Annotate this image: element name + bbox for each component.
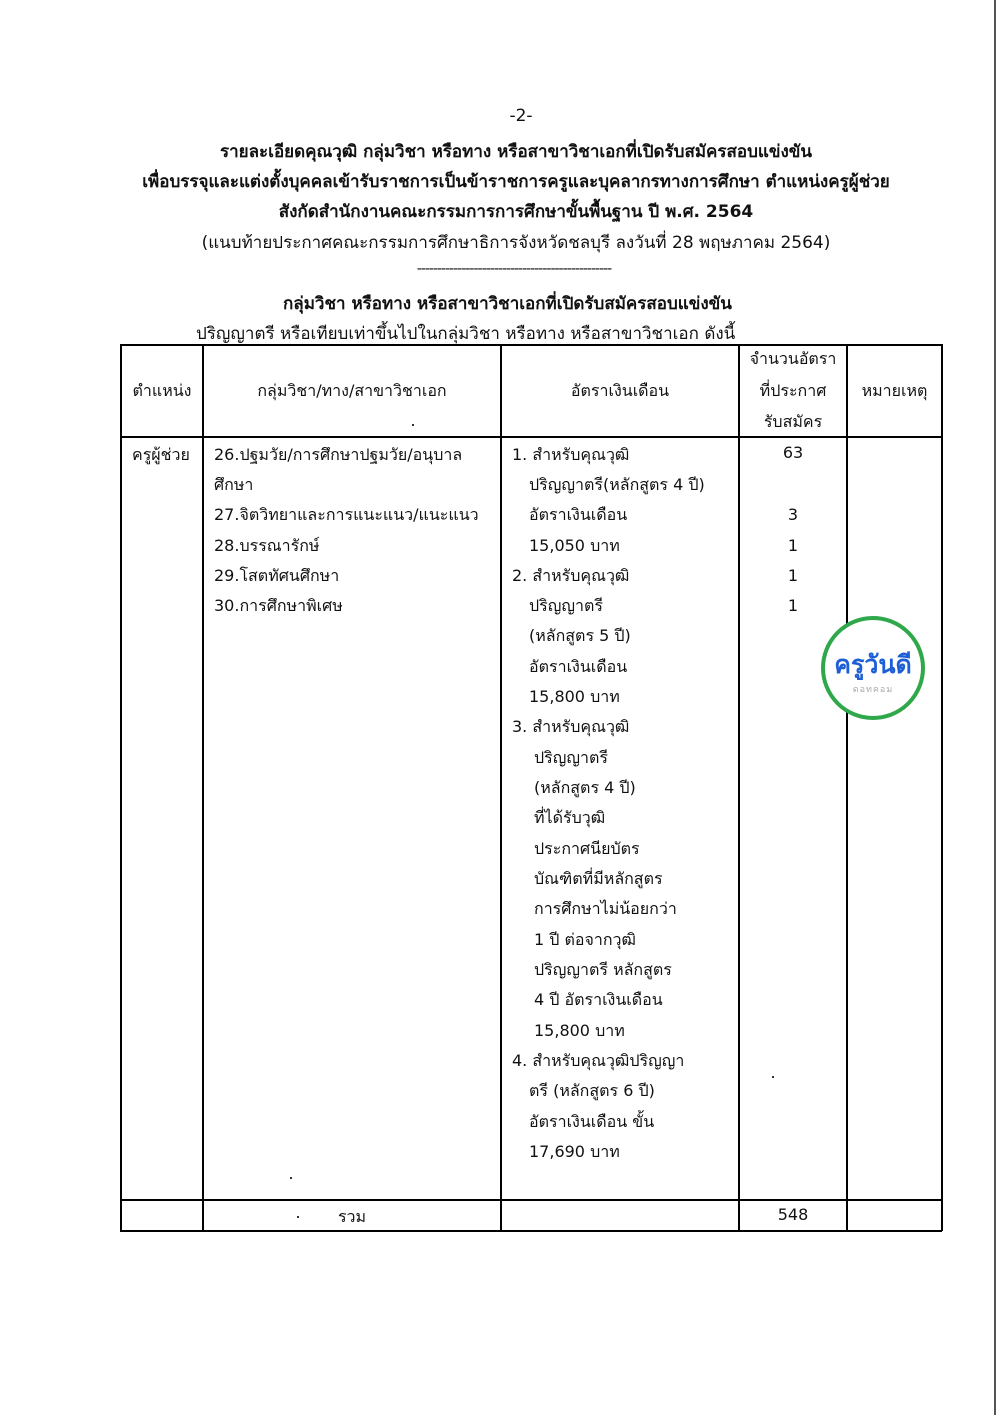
header-line-2: เพื่อบรรจุและแต่งตั้งบุคคลเข้ารับราชการเป็นข้าราชการครูและบุคลากรทางการศึกษา ตำแหน่งครูผู้ช่วย: [142, 172, 890, 192]
count-value: 3: [787, 505, 799, 524]
salary-line: 4 ปี อัตราเงินเดือน: [534, 990, 663, 1009]
subheading-line-2: ปริญญาตรี หรือเทียบเท่าขึ้นไปในกลุ่มวิชา หรือทาง หรือสาขาวิชาเอก ดังนี้: [196, 324, 736, 344]
salary-line: อัตราเงินเดือน: [529, 657, 628, 676]
salary-line: ปริญญาตรี หลักสูตร: [534, 960, 672, 979]
scan-dot: [412, 424, 414, 426]
subject-line: 26.ปฐมวัย/การศึกษาปฐมวัย/อนุบาล: [214, 445, 463, 464]
salary-line: การศึกษาไม่น้อยกว่า: [534, 899, 677, 918]
header-remark: หมายเหตุ: [861, 381, 928, 400]
subject-line: 30.การศึกษาพิเศษ: [214, 596, 343, 615]
salary-line: 15,050 บาท: [529, 536, 620, 555]
total-label: รวม: [337, 1207, 367, 1226]
scan-dot: [772, 1076, 774, 1078]
salary-line: บัณฑิตที่มีหลักสูตร: [534, 869, 663, 888]
count-value: 1: [787, 536, 799, 555]
header-position: ตำแหน่ง: [132, 381, 192, 400]
salary-line: ที่ได้รับวุฒิ: [534, 808, 606, 827]
salary-line: 4. สำหรับคุณวุฒิปริญญา: [512, 1051, 685, 1070]
count-value: 63: [782, 443, 804, 462]
scan-dot: [290, 1177, 292, 1179]
total-value: 548: [777, 1205, 809, 1224]
header-count-line-2: ที่ประกาศ: [759, 381, 827, 400]
salary-line: ตรี (หลักสูตร 6 ปี): [529, 1081, 655, 1100]
count-value: 1: [787, 566, 799, 585]
salary-line: (หลักสูตร 4 ปี): [534, 778, 636, 797]
stamp-main-text: ครูวันดี: [834, 650, 912, 679]
table-left-border: [120, 344, 122, 1231]
salary-line: 15,800 บาท: [534, 1021, 625, 1040]
header-count-line-3: รับสมัคร: [763, 412, 823, 431]
header-subject: กลุ่มวิชา/ทาง/สาขาวิชาเอก: [257, 381, 447, 400]
table-col-divider-3: [738, 344, 740, 1231]
salary-line: 1. สำหรับคุณวุฒิ: [512, 445, 630, 464]
position-cell: ครูผู้ช่วย: [132, 445, 190, 464]
count-value: 1: [787, 596, 799, 615]
subject-line: 29.โสตทัศนศึกษา: [214, 566, 340, 585]
salary-line: อัตราเงินเดือน: [529, 505, 628, 524]
page-number: -2-: [509, 106, 533, 126]
subject-line: 27.จิตวิทยาและการแนะแนว/แนะแนว: [214, 505, 479, 524]
salary-line: ปริญญาตรี: [529, 596, 603, 615]
watermark-stamp: [821, 616, 925, 720]
table-col-divider-2: [500, 344, 502, 1231]
header-line-4: (แนบท้ายประกาศคณะกรรมการศึกษาธิการจังหวัดชลบุรี ลงวันที่ 28 พฤษภาคม 2564): [201, 233, 831, 253]
stamp-sub-text: ดอทคอม: [852, 685, 894, 695]
salary-line: 17,690 บาท: [529, 1142, 620, 1161]
header-line-1: รายละเอียดคุณวุฒิ กลุ่มวิชา หรือทาง หรือสาขาวิชาเอกที่เปิดรับสมัครสอบแข่งขัน: [219, 142, 813, 162]
table-right-border: [941, 344, 943, 1231]
subject-line: ศึกษา: [214, 475, 254, 494]
separator: ------------------------------------------------: [416, 261, 612, 277]
salary-line: อัตราเงินเดือน ขั้น: [529, 1112, 655, 1131]
header-line-3: สังกัดสำนักงานคณะกรรมการการศึกษาขั้นพื้นฐาน ปี พ.ศ. 2564: [278, 202, 754, 222]
table-col-divider-1: [202, 344, 204, 1231]
table-col-divider-4: [846, 344, 848, 1231]
salary-line: 3. สำหรับคุณวุฒิ: [512, 717, 630, 736]
subject-line: 28.บรรณารักษ์: [214, 536, 320, 555]
salary-line: 2. สำหรับคุณวุฒิ: [512, 566, 630, 585]
salary-line: (หลักสูตร 5 ปี): [529, 626, 631, 645]
header-salary: อัตราเงินเดือน: [570, 381, 670, 400]
salary-line: ปริญญาตรี: [534, 748, 608, 767]
header-count-line-1: จำนวนอัตรา: [749, 349, 837, 368]
salary-line: 1 ปี ต่อจากวุฒิ: [534, 930, 636, 949]
salary-line: ปริญญาตรี(หลักสูตร 4 ปี): [529, 475, 705, 494]
subheading-line-1: กลุ่มวิชา หรือทาง หรือสาขาวิชาเอกที่เปิดรับสมัครสอบแข่งขัน: [283, 294, 732, 314]
salary-line: ประกาศนียบัตร: [534, 839, 640, 858]
scan-dot: [297, 1216, 299, 1218]
salary-line: 15,800 บาท: [529, 687, 620, 706]
